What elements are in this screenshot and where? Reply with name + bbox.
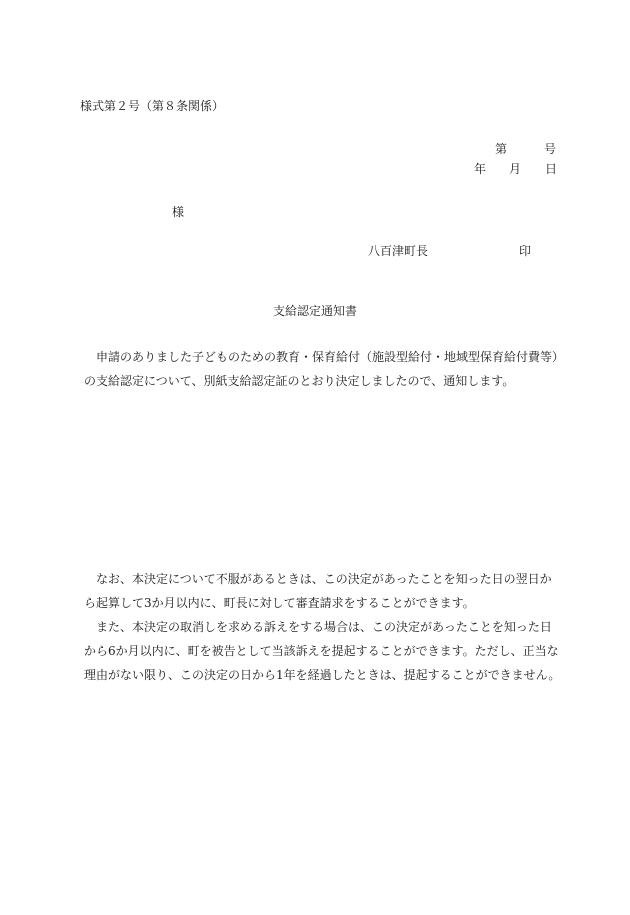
notice-paragraph	[84, 567, 574, 687]
addressee-honorific: 様	[172, 205, 185, 219]
document-number-prefix: 第	[495, 142, 508, 156]
body-paragraph	[84, 345, 574, 393]
document-number-suffix: 号	[544, 142, 557, 156]
notice-line-3: また、本決定の取消しを求める訴えをする場合は、この決定があったことを知った日	[96, 620, 552, 634]
document-title: 支給認定通知書	[272, 304, 357, 318]
form-number: 様式第２号（第８条関係）	[80, 99, 225, 113]
notice-line-5: 理由がない限り、この決定の日から1年を経過したときは、提起することができません。	[84, 668, 561, 682]
date-year-label: 年	[474, 162, 487, 176]
body-line-1: 申請のありました子どものための教育・保育給付（施設型給付・地域型保育給付費等）	[96, 350, 565, 364]
issuer-name: 八百津町長	[368, 244, 429, 258]
date-month-label: 月	[509, 162, 522, 176]
notice-line-1: なお、本決定について不服があるときは、この決定があったことを知った日の翌日か	[96, 572, 552, 586]
date-day-label: 日	[545, 162, 558, 176]
notice-line-4: から6か月以内に、町を被告として当該訴えを提起することができます。ただし、正当な	[84, 644, 559, 658]
seal-mark: 印	[519, 244, 532, 258]
body-line-2: の支給認定について、別紙支給認定証のとおり決定しましたので、通知します。	[84, 374, 515, 388]
notice-line-2: ら起算して3か月以内に、町長に対して審査請求をすることができます。	[84, 596, 475, 610]
